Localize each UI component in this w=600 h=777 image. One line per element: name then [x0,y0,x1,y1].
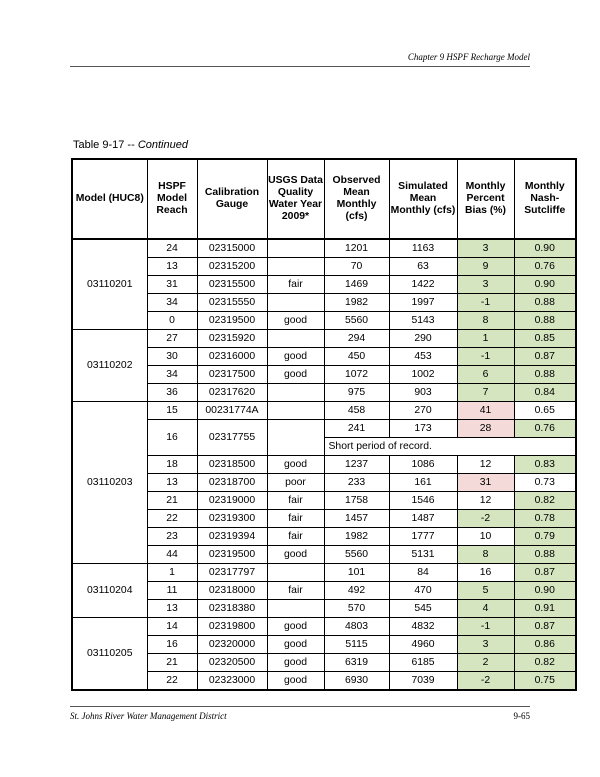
simulated-cell: 545 [389,600,457,618]
reach-cell: 16 [147,420,197,456]
caption-continued: Continued [137,139,188,151]
nse-cell: 0.85 [514,330,576,348]
table-caption [73,139,188,151]
simulated-cell: 290 [389,330,457,348]
quality-cell: good [267,636,324,654]
bias-cell: -1 [457,618,514,636]
footer-org: St. Johns River Water Management District [70,711,227,721]
bias-cell: 7 [457,384,514,402]
reach-cell: 13 [147,258,197,276]
gauge-cell: 02319000 [197,492,267,510]
observed-cell: 233 [324,474,389,492]
observed-cell: 1982 [324,294,389,312]
table-row [72,330,576,348]
table-row [72,636,576,654]
nse-cell: 0.88 [514,546,576,564]
col-header-quality: USGS Data Quality Water Year 2009* [267,159,324,239]
simulated-cell: 470 [389,582,457,600]
simulated-cell: 1002 [389,366,457,384]
bias-cell: 41 [457,402,514,420]
nse-cell: 0.88 [514,312,576,330]
model-cell: 03110204 [72,564,147,618]
reach-cell: 21 [147,654,197,672]
reach-cell: 23 [147,528,197,546]
nse-cell: 0.87 [514,618,576,636]
table-row [72,456,576,474]
bias-cell: 3 [457,276,514,294]
gauge-cell: 02318700 [197,474,267,492]
simulated-cell: 1487 [389,510,457,528]
reach-cell: 27 [147,330,197,348]
quality-cell: fair [267,276,324,294]
nse-cell: 0.83 [514,456,576,474]
gauge-cell: 02317620 [197,384,267,402]
nse-cell: 0.82 [514,492,576,510]
bias-cell: 3 [457,636,514,654]
simulated-cell: 1777 [389,528,457,546]
simulated-cell: 1163 [389,239,457,258]
simulated-cell: 63 [389,258,457,276]
observed-cell: 570 [324,600,389,618]
reach-cell: 36 [147,384,197,402]
reach-cell: 34 [147,366,197,384]
observed-cell: 4803 [324,618,389,636]
header-row [72,159,576,239]
gauge-cell: 02317797 [197,564,267,582]
quality-cell: fair [267,510,324,528]
observed-cell: 1469 [324,276,389,294]
nse-cell: 0.87 [514,348,576,366]
quality-cell: good [267,366,324,384]
simulated-cell: 6185 [389,654,457,672]
col-header-observed: Observed Mean Monthly (cfs) [324,159,389,239]
bias-cell: 12 [457,492,514,510]
simulated-cell: 1422 [389,276,457,294]
bias-cell: 1 [457,330,514,348]
calibration-table [71,158,577,691]
simulated-cell: 1546 [389,492,457,510]
col-header-reach: HSPF Model Reach [147,159,197,239]
table-row [72,672,576,691]
table-row [72,582,576,600]
gauge-cell: 02315920 [197,330,267,348]
observed-cell: 5560 [324,312,389,330]
reach-cell: 14 [147,618,197,636]
simulated-cell: 903 [389,384,457,402]
gauge-cell: 00231774A [197,402,267,420]
model-cell: 03110205 [72,618,147,691]
table-row [72,654,576,672]
table-body [72,239,576,690]
bias-cell: 8 [457,312,514,330]
observed-cell: 6930 [324,672,389,691]
bias-cell: 28 [457,420,514,438]
quality-cell: good [267,546,324,564]
quality-cell [267,564,324,582]
table-row [72,294,576,312]
observed-cell: 5560 [324,546,389,564]
model-cell: 03110203 [72,402,147,564]
table-row [72,528,576,546]
caption-prefix: Table 9-17 -- [73,139,138,151]
gauge-cell: 02315200 [197,258,267,276]
bias-cell: -1 [457,348,514,366]
page-number: 9-65 [513,711,530,721]
gauge-cell: 02317755 [197,420,267,456]
gauge-cell: 02319500 [197,312,267,330]
quality-cell: fair [267,528,324,546]
gauge-cell: 02318000 [197,582,267,600]
table-row [72,258,576,276]
simulated-cell: 4832 [389,618,457,636]
gauge-cell: 02318380 [197,600,267,618]
reach-cell: 13 [147,474,197,492]
gauge-cell: 02319394 [197,528,267,546]
gauge-cell: 02319500 [197,546,267,564]
table-row [72,402,576,420]
col-header-nse: Monthly Nash-Sutcliffe [514,159,576,239]
bias-cell: 9 [457,258,514,276]
bias-cell: 12 [457,456,514,474]
bias-cell: 8 [457,546,514,564]
observed-cell: 458 [324,402,389,420]
simulated-cell: 453 [389,348,457,366]
nse-cell: 0.78 [514,510,576,528]
simulated-cell: 4960 [389,636,457,654]
observed-cell: 241 [324,420,389,438]
reach-cell: 44 [147,546,197,564]
simulated-cell: 5143 [389,312,457,330]
table-row [72,276,576,294]
gauge-cell: 02315550 [197,294,267,312]
observed-cell: 6319 [324,654,389,672]
col-header-gauge: Calibration Gauge [197,159,267,239]
nse-cell: 0.90 [514,276,576,294]
table-row [72,239,576,258]
nse-cell: 0.86 [514,636,576,654]
gauge-cell: 02319800 [197,618,267,636]
nse-cell: 0.76 [514,258,576,276]
reach-cell: 16 [147,636,197,654]
nse-cell: 0.82 [514,654,576,672]
gauge-cell: 02323000 [197,672,267,691]
quality-cell: fair [267,582,324,600]
bias-cell: 5 [457,582,514,600]
col-header-simulated: Simulated Mean Monthly (cfs) [389,159,457,239]
gauge-cell: 02315000 [197,239,267,258]
table-row [72,492,576,510]
quality-cell [267,239,324,258]
gauge-cell: 02320500 [197,654,267,672]
reach-cell: 0 [147,312,197,330]
observed-cell: 1982 [324,528,389,546]
nse-cell: 0.73 [514,474,576,492]
footer-divider [70,706,530,707]
simulated-cell: 1086 [389,456,457,474]
model-cell: 03110202 [72,330,147,402]
bias-cell: 2 [457,654,514,672]
bias-cell: 10 [457,528,514,546]
quality-cell [267,402,324,420]
bias-cell: 6 [457,366,514,384]
observed-cell: 101 [324,564,389,582]
nse-cell: 0.75 [514,672,576,691]
quality-cell [267,294,324,312]
quality-cell: good [267,618,324,636]
gauge-cell: 02316000 [197,348,267,366]
col-header-bias: Monthly Percent Bias (%) [457,159,514,239]
model-cell: 03110201 [72,239,147,330]
bias-cell: -1 [457,294,514,312]
table-row [72,384,576,402]
observed-cell: 1457 [324,510,389,528]
nse-cell: 0.84 [514,384,576,402]
simulated-cell: 270 [389,402,457,420]
reach-cell: 1 [147,564,197,582]
observed-cell: 1072 [324,366,389,384]
nse-cell: 0.88 [514,366,576,384]
table-row [72,618,576,636]
header-divider [70,66,530,67]
reach-cell: 22 [147,510,197,528]
nse-cell: 0.76 [514,420,576,438]
quality-cell: good [267,312,324,330]
simulated-cell: 7039 [389,672,457,691]
quality-cell: poor [267,474,324,492]
note-cell: Short period of record. [324,438,576,456]
reach-cell: 30 [147,348,197,366]
table-row [72,348,576,366]
nse-cell: 0.91 [514,600,576,618]
nse-cell: 0.87 [514,564,576,582]
gauge-cell: 02315500 [197,276,267,294]
reach-cell: 11 [147,582,197,600]
table-row [72,600,576,618]
nse-cell: 0.65 [514,402,576,420]
table-row [72,420,576,438]
bias-cell: 3 [457,239,514,258]
reach-cell: 13 [147,600,197,618]
page-header: Chapter 9 HSPF Recharge Model [407,52,530,62]
quality-cell: good [267,456,324,474]
reach-cell: 22 [147,672,197,691]
simulated-cell: 1997 [389,294,457,312]
col-header-model: Model (HUC8) [72,159,147,239]
bias-cell: 4 [457,600,514,618]
table-row [72,564,576,582]
table-row [72,474,576,492]
quality-cell [267,258,324,276]
simulated-cell: 173 [389,420,457,438]
nse-cell: 0.90 [514,582,576,600]
quality-cell: good [267,348,324,366]
table-row [72,510,576,528]
observed-cell: 5115 [324,636,389,654]
observed-cell: 975 [324,384,389,402]
nse-cell: 0.79 [514,528,576,546]
table-row [72,366,576,384]
observed-cell: 70 [324,258,389,276]
quality-cell [267,384,324,402]
gauge-cell: 02317500 [197,366,267,384]
bias-cell: 31 [457,474,514,492]
table-row [72,546,576,564]
reach-cell: 24 [147,239,197,258]
nse-cell: 0.88 [514,294,576,312]
observed-cell: 492 [324,582,389,600]
bias-cell: -2 [457,672,514,691]
bias-cell: 16 [457,564,514,582]
quality-cell: good [267,654,324,672]
quality-cell [267,330,324,348]
observed-cell: 1201 [324,239,389,258]
quality-cell [267,420,324,456]
observed-cell: 294 [324,330,389,348]
reach-cell: 31 [147,276,197,294]
simulated-cell: 84 [389,564,457,582]
gauge-cell: 02318500 [197,456,267,474]
quality-cell [267,600,324,618]
quality-cell: good [267,672,324,691]
observed-cell: 450 [324,348,389,366]
bias-cell: -2 [457,510,514,528]
reach-cell: 21 [147,492,197,510]
gauge-cell: 02320000 [197,636,267,654]
reach-cell: 34 [147,294,197,312]
quality-cell: fair [267,492,324,510]
observed-cell: 1237 [324,456,389,474]
reach-cell: 18 [147,456,197,474]
observed-cell: 1758 [324,492,389,510]
simulated-cell: 5131 [389,546,457,564]
nse-cell: 0.90 [514,239,576,258]
gauge-cell: 02319300 [197,510,267,528]
reach-cell: 15 [147,402,197,420]
table-row [72,312,576,330]
simulated-cell: 161 [389,474,457,492]
